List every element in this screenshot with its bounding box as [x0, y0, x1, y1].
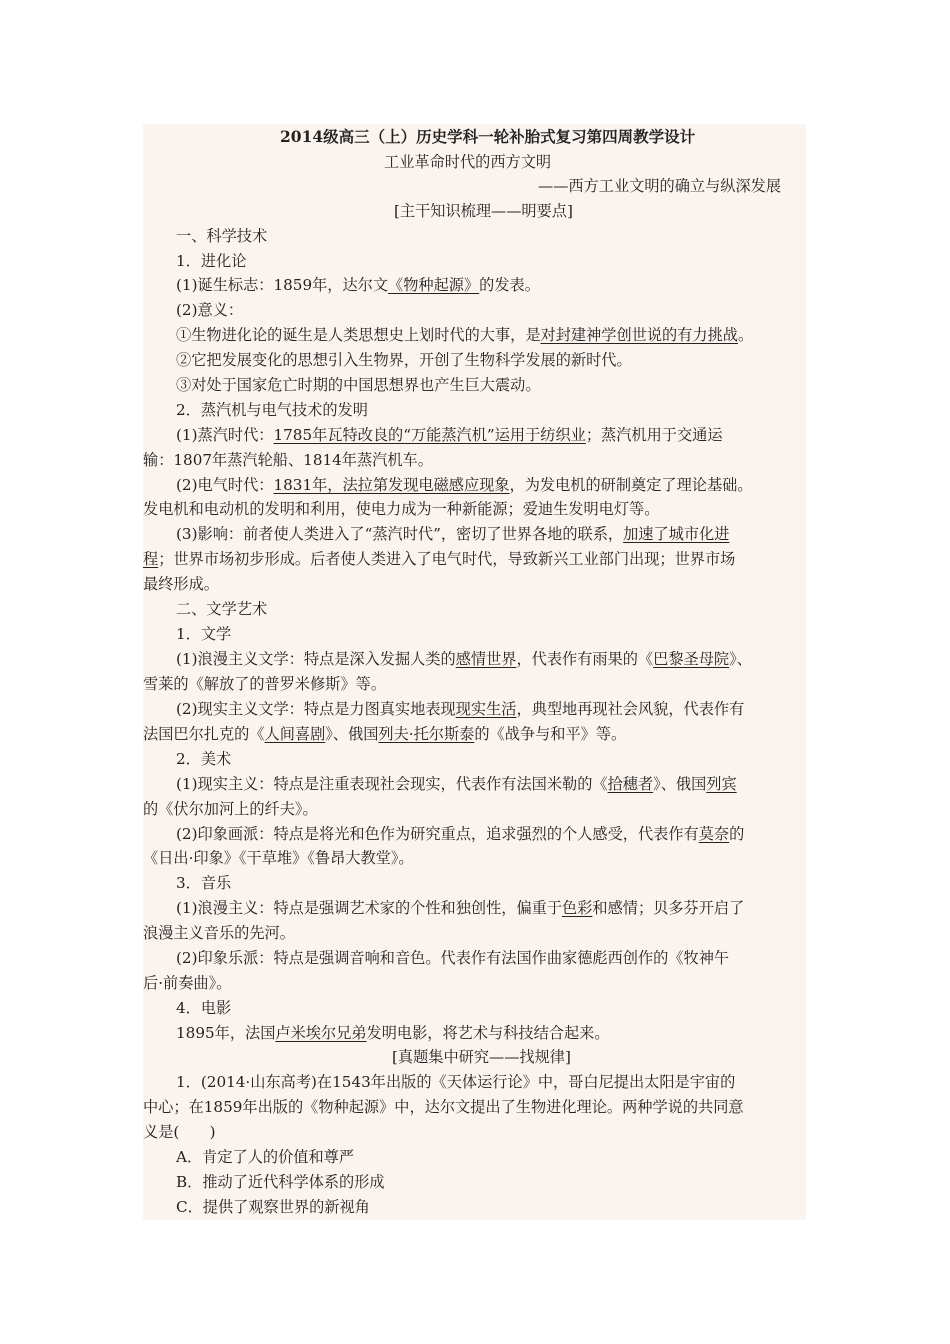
influence-c: 最终形成。 — [143, 575, 219, 593]
question-1-a: 1．(2014·山东高考)在1543年出版的《天体运行论》中，哥白尼提出太阳是宇宙的 — [176, 1073, 736, 1091]
underlined-term: 色彩 — [562, 899, 593, 917]
underlined-term: 人间喜剧 — [264, 725, 326, 743]
option-a: A．肯定了人的价值和尊严 — [176, 1148, 355, 1166]
option-c: C．提供了观察世界的新视角 — [176, 1198, 370, 1216]
evolution-point-1: ①生物进化论的诞生是人类思想史上划时代的大事，是对封建神学创世说的有力挑战。 — [176, 326, 754, 344]
music-romanticism-b: 浪漫主义音乐的先河。 — [143, 924, 295, 942]
underlined-term: 程 — [143, 550, 159, 568]
impressionism-b: 《日出·印象》《干草堆》《鲁昂大教堂》。 — [143, 849, 414, 867]
realism-b: 法国巴尔扎克的《人间喜剧》、俄国列夫·托尔斯泰的《战争与和平》等。 — [143, 725, 627, 743]
music-romanticism-a: (1)浪漫主义：特点是强调艺术家的个性和独创性，偏重于色彩和感情；贝多芬开启了 — [176, 899, 745, 917]
heading-steam-electric: 2．蒸汽机与电气技术的发明 — [176, 401, 368, 419]
underlined-term: 1785年瓦特改良的“万能蒸汽机”运用于纺织业 — [273, 426, 586, 444]
influence-b: 程；世界市场初步形成。后者使人类进入了电气时代，导致新兴工业部门出现；世界市场 — [143, 550, 736, 568]
impressionism-a: (2)印象画派：特点是将光和色作为研究重点，追求强烈的个人感受，代表作有莫奈的 — [176, 825, 745, 843]
section-header-main: [主干知识梳理——明要点] — [394, 202, 573, 220]
electric-era-a: (2)电气时代：1831年，法拉第发现电磁感应现象，为发电机的研制奠定了理论基础。 — [176, 476, 753, 494]
electric-era-b: 发电机和电动机的发明和利用，使电力成为一种新能源；爱迪生发明电灯等。 — [143, 500, 660, 518]
heading-literature: 1．文学 — [176, 625, 232, 643]
heading-evolution: 1．进化论 — [176, 252, 247, 270]
heading-science: 一、科学技术 — [176, 227, 268, 245]
music-impressionism-b: 后·前奏曲》。 — [143, 974, 232, 992]
question-1-b: 中心；在1859年出版的《物种起源》中，达尔文提出了生物进化理论。两种学说的共同意 — [143, 1098, 744, 1116]
evolution-point-2: ②它把发展变化的思想引入生物界，开创了生物科学发展的新时代。 — [176, 351, 632, 369]
subheading: ——西方工业文明的确立与纵深发展 — [538, 177, 781, 195]
romanticism-b: 雪莱的《解放了的普罗米修斯》等。 — [143, 675, 386, 693]
music-impressionism-a: (2)印象乐派：特点是强调音响和音色。代表作有法国作曲家德彪西创作的《牧神午 — [176, 949, 730, 967]
underlined-term: 莫奈 — [698, 825, 730, 843]
heading-film: 4．电影 — [176, 999, 232, 1017]
underlined-term: 感情世界 — [455, 650, 517, 668]
romanticism-a: (1)浪漫主义文学：特点是深入发掘人类的感情世界，代表作有雨果的《巴黎圣母院》、 — [176, 650, 752, 668]
evolution-significance: (2)意义： — [176, 301, 244, 319]
underlined-term: 《物种起源》 — [388, 276, 480, 294]
realism-a: (2)现实主义文学：特点是力图真实地表现现实生活，典型地再现社会风貌，代表作有 — [176, 700, 745, 718]
influence-a: (3)影响：前者使人类进入了“蒸汽时代”，密切了世界各地的联系，加速了城市化进 — [176, 525, 730, 543]
underlined-term: 对封建神学创世说的有力挑战 — [540, 326, 738, 344]
subtitle: 工业革命时代的西方文明 — [384, 153, 552, 171]
option-b: B．推动了近代科学体系的形成 — [176, 1173, 385, 1191]
underlined-term: 列宾 — [706, 775, 737, 793]
film-text: 1895年，法国卢米埃尔兄弟发明电影，将艺术与科技结合起来。 — [176, 1024, 610, 1042]
underlined-term: 现实生活 — [455, 700, 517, 718]
underlined-term: 卢米埃尔兄弟 — [275, 1024, 367, 1042]
underlined-term: 1831年，法拉第发现电磁感应现象 — [273, 476, 510, 494]
underlined-term: 列夫·托尔斯泰 — [378, 725, 475, 743]
art-realism-a: (1)现实主义：特点是注重表现社会现实，代表作有法国米勒的《拾穗者》、俄国列宾 — [176, 775, 737, 793]
question-1-c: 义是( ) — [143, 1123, 216, 1141]
evolution-birth: (1)诞生标志：1859年，达尔文《物种起源》的发表。 — [176, 276, 540, 294]
steam-era-a: (1)蒸汽时代：1785年瓦特改良的“万能蒸汽机”运用于纺织业；蒸汽机用于交通运 — [176, 426, 723, 444]
section-header-exam: [真题集中研究——找规律] — [392, 1048, 571, 1066]
art-realism-b: 的《伏尔加河上的纤夫》。 — [143, 800, 318, 818]
steam-era-b: 输：1807年蒸汽轮船、1814年蒸汽机车。 — [143, 451, 433, 469]
underlined-term: 拾穗者 — [607, 775, 654, 793]
heading-literature-art: 二、文学艺术 — [176, 600, 268, 618]
underlined-term: 巴黎圣母院 — [653, 650, 730, 668]
evolution-point-3: ③对处于国家危亡时期的中国思想界也产生巨大震动。 — [176, 376, 541, 394]
heading-music: 3．音乐 — [176, 874, 232, 892]
heading-fine-art: 2．美术 — [176, 750, 232, 768]
document-title: 2014级高三（上）历史学科一轮补胎式复习第四周教学设计 — [280, 127, 696, 146]
underlined-term: 加速了城市化进 — [623, 525, 730, 543]
